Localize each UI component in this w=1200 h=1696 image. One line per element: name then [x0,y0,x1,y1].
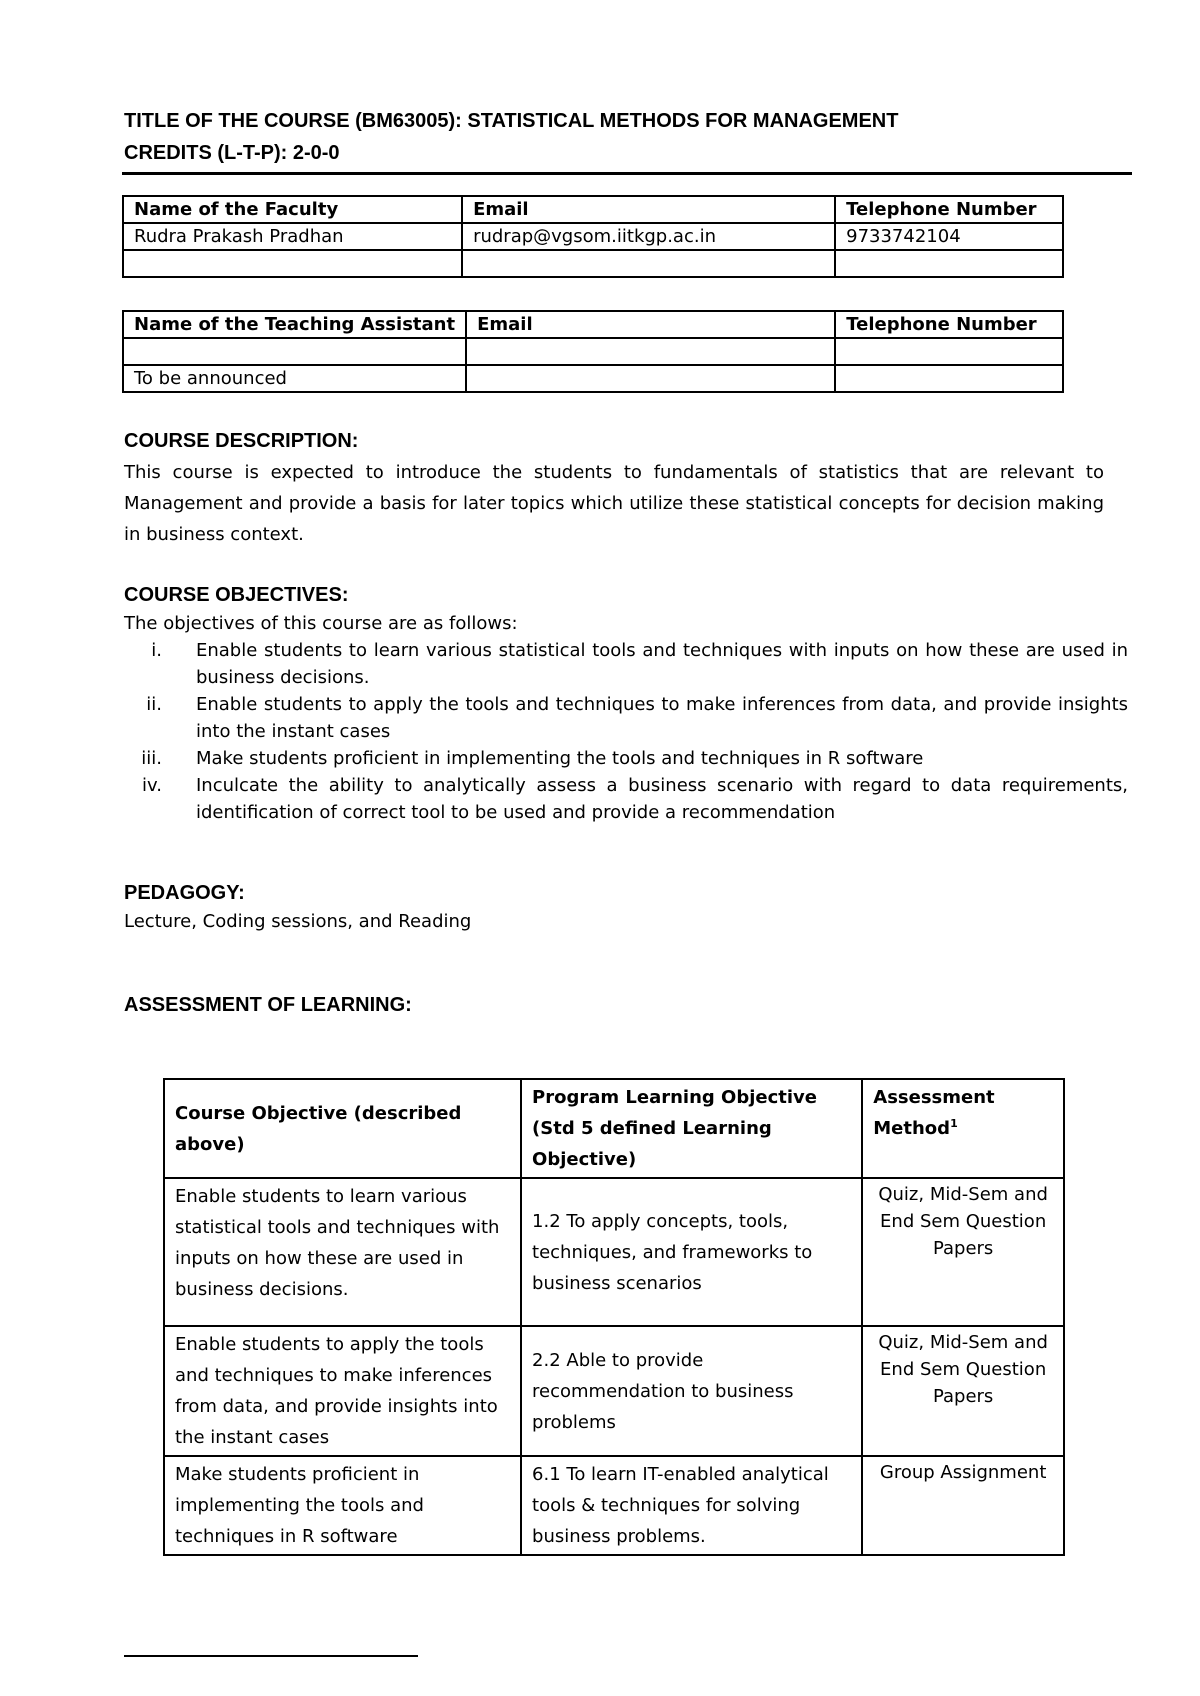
table-row [164,1456,1064,1555]
table-header-row [164,1079,1064,1178]
table-header-cell: Email [466,311,835,338]
table-row [123,338,1063,365]
table-cell [123,250,462,277]
pedagogy-text: Lecture, Coding sessions, and Reading [124,911,472,932]
table-row [123,223,1063,250]
objectives-list [124,637,1128,826]
teaching-assistant-table [122,310,1064,393]
table-header-row [123,196,1063,223]
table-header-cell: Name of the Faculty [123,196,462,223]
table-header-cell: Program Learning Objective (Std 5 defined Learning Objective) [521,1079,862,1178]
ta-name: To be announced [123,365,466,392]
course-credits: CREDITS (L-T-P): 2-0-0 [124,142,340,164]
table-header-cell: Email [462,196,835,223]
assessment-heading: ASSESSMENT OF LEARNING: [124,994,412,1016]
list-item-text: Inculcate the ability to analytically assess a business scenario with regard to data requirements, identification of correct tool to be used and provide a recommendation [196,775,1128,823]
course-objective-cell: Enable students to learn various statistical tools and techniques with inputs on how these are used in business decisions. [164,1178,521,1326]
table-header-cell: Telephone Number [835,311,1063,338]
list-item-text: Enable students to learn various statistical tools and techniques with inputs on how these are used in business decisions. [196,640,1128,688]
list-item-number: i. [151,640,162,661]
list-item-text: Make students proficient in implementing the tools and techniques in R software [196,748,924,769]
list-item-number: iii. [141,748,162,769]
faculty-phone: 9733742104 [835,223,1063,250]
table-row [164,1326,1064,1456]
faculty-name: Rudra Prakash Pradhan [123,223,462,250]
faculty-table [122,195,1064,278]
table-cell [835,365,1063,392]
list-item [124,637,1128,691]
table-cell [835,250,1063,277]
list-item-number: ii. [146,694,162,715]
faculty-email: rudrap@vgsom.iitkgp.ac.in [462,223,835,250]
course-description-heading: COURSE DESCRIPTION: [124,430,359,452]
course-objective-cell: Enable students to apply the tools and techniques to make inferences from data, and provide insights into the instant cases [164,1326,521,1456]
table-cell [462,250,835,277]
course-title: TITLE OF THE COURSE (BM63005): STATISTICAL METHODS FOR MANAGEMENT [124,110,899,132]
pedagogy-heading: PEDAGOGY: [124,882,245,904]
assessment-method-cell: Quiz, Mid-Sem and End Sem Question Papers [862,1178,1064,1326]
table-cell [466,365,835,392]
course-objective-cell: Make students proficient in implementing the tools and techniques in R software [164,1456,521,1555]
table-header-cell: Telephone Number [835,196,1063,223]
list-item [124,691,1128,745]
footnote-divider [124,1655,418,1657]
assessment-method-cell: Quiz, Mid-Sem and End Sem Question Papers [862,1326,1064,1456]
list-item-number: iv. [142,775,162,796]
footnote-marker: 1 [950,1117,958,1130]
list-item [124,745,1128,772]
program-objective-cell: 6.1 To learn IT-enabled analytical tools & techniques for solving business problems. [521,1456,862,1555]
table-header-cell [862,1079,1064,1178]
table-header-cell: Name of the Teaching Assistant [123,311,466,338]
assessment-method-header: Assessment Method [873,1087,995,1139]
course-objectives-intro: The objectives of this course are as follows: [124,613,518,634]
table-header-cell: Course Objective (described above) [164,1079,521,1178]
list-item-text: Enable students to apply the tools and techniques to make inferences from data, and provide insights into the instant cases [196,694,1128,742]
table-cell [466,338,835,365]
table-cell [835,338,1063,365]
program-objective-cell: 2.2 Able to provide recommendation to business problems [521,1326,862,1456]
table-cell [123,338,466,365]
header-divider [122,172,1132,175]
assessment-table [163,1078,1065,1556]
assessment-method-cell: Group Assignment [862,1456,1064,1555]
table-header-row [123,311,1063,338]
course-objectives-heading: COURSE OBJECTIVES: [124,584,349,606]
list-item [124,772,1128,826]
table-row [123,365,1063,392]
program-objective-cell: 1.2 To apply concepts, tools, techniques, and frameworks to business scenarios [521,1178,862,1326]
table-row [123,250,1063,277]
course-description-text: This course is expected to introduce the students to fundamentals of statistics that are relevant to Management and provide a basis for later topics which utilize these statistical concepts for decision making in business context. [124,462,1104,545]
table-row [164,1178,1064,1326]
